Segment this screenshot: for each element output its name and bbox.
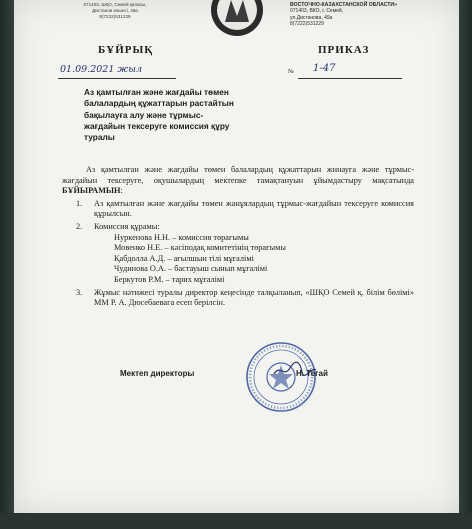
list-item [62, 288, 414, 309]
header-right-line: 071403, ВКО, г. Семей, [290, 8, 344, 15]
member-line: Чудинова О.А. – бастауыш сынып мұғалімі [114, 264, 268, 274]
member-line: Қабдолла А.Д. – ағылшын тілі мұғалімі [114, 253, 254, 263]
member-line: Нуркенова Н.Н. – комиссия төрағымы [114, 232, 249, 242]
member-line: Беркутов Р.М. – тарих мұғалімі [114, 274, 225, 284]
school-emblem-icon [208, 0, 266, 38]
member-line: Мовенко Н.Е. – кәсіподақ комитетінің төрағымы [114, 243, 286, 253]
item-text: Аз қамтылған және жағдайы төмен жанұялардың тұрмыс-жағдайын тексеруге комиссия құрылсын. [94, 198, 414, 219]
header-left-address [60, 2, 170, 20]
intro-text: Аз қамтылған және жағдайы төмен балалардың құжаттарын жинауға және тұрмыс-жағдайын тексеруге, оқушылардың мектепке тамақтануын ұйымдастыру мақсатында [62, 165, 414, 185]
order-verb: БҰЙЫРАМЫН [62, 186, 121, 196]
intro-colon: : [120, 186, 123, 196]
number-sign: № [288, 69, 294, 75]
list-item [62, 199, 414, 220]
order-body [62, 165, 414, 309]
order-number: 1-47 [313, 63, 336, 74]
title-kazakh: БҰЙРЫҚ [98, 44, 154, 56]
header-right-address [290, 2, 420, 28]
item-number: 3. [76, 287, 83, 297]
header-right-line: 8(7222)531229 [290, 21, 324, 28]
item-text: Жұмыс нәтижесі туралы директор кеңесінде талқыланып, «ШҚО Семей қ. білім бөлімі» ММ Р. А. Дюсебаевага есеп берілсін. [94, 287, 414, 308]
title-russian: ПРИКАЗ [318, 44, 370, 56]
list-item [62, 222, 414, 233]
bottom-strip [0, 513, 472, 529]
header-left-line: 071403, ШҚО, Семей қаласы, [83, 2, 147, 7]
order-date: 01.09.2021 жыл [60, 64, 142, 75]
item-number: 1. [76, 198, 83, 208]
order-subject: Аз қамтылған және жағдайы төмен балалардың құжаттарын растайтын бақылауға алу және тұрмыс-жағдайын тексеруге комиссия құру туралы [84, 87, 234, 143]
director-label: Мектеп директоры [120, 369, 195, 378]
header-right-line: ул.Дистанова, 49а [290, 14, 333, 21]
header-left-line: Дистанов көшесі, 49а [92, 8, 138, 13]
header-right-org: ВОСТОЧНО-КАЗАХСТАНСКОЙ ОБЛАСТИ» [290, 2, 398, 8]
header-left-line: 8(7222)531229 [99, 14, 131, 19]
director-name: Н. Тегай [296, 369, 328, 378]
intro-paragraph [62, 165, 414, 197]
commission-members [62, 233, 414, 286]
item-text: Комиссия құрамы: [94, 221, 160, 231]
item-number: 2. [76, 221, 83, 231]
